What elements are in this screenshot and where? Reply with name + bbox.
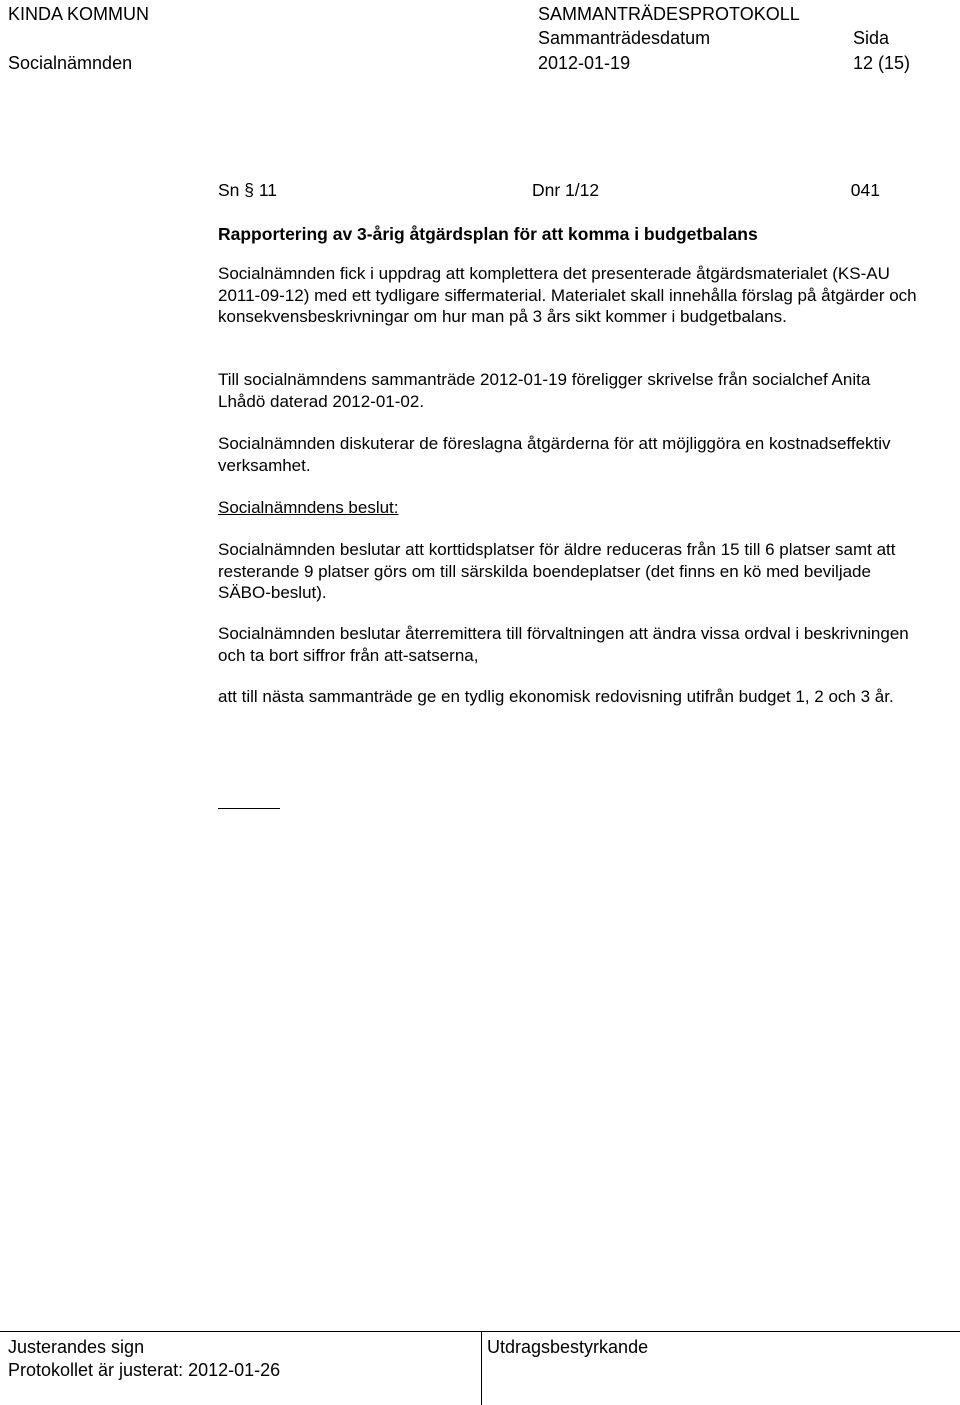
diary-number: Dnr 1/12	[532, 180, 600, 200]
section-title: Rapportering av 3-årig åtgärdsplan för att komma i budgetbalans	[218, 224, 758, 244]
extract-label: Utdragsbestyrkande	[487, 1337, 649, 1357]
end-rule	[218, 808, 280, 809]
page-label: Sida	[853, 28, 890, 48]
committee-name: Socialnämnden	[8, 53, 133, 73]
paragraph-background: Socialnämnden fick i uppdrag att komplettera det presenterade åtgärdsmaterialet (KS-AU 2011-09-12) med ett tydligare siffermaterial. Materialet skall innehålla förslag på åtgärder och konsekvensbeskrivningar om hur man på 3 års sikt kommer i budgetbalans.	[218, 264, 917, 326]
decision-paragraph-2: Socialnämnden beslutar återremittera till förvaltningen att ändra vissa ordval i beskrivningen och ta bort siffror från att-satserna,	[218, 624, 909, 665]
meeting-date: 2012-01-19	[538, 53, 631, 73]
adjusted-date: Protokollet är justerat: 2012-01-26	[8, 1360, 281, 1380]
page-number: 12 (15)	[853, 53, 911, 73]
archive-code: 041	[850, 180, 880, 200]
decision-heading: Socialnämndens beslut:	[218, 498, 399, 517]
footer-divider	[481, 1332, 482, 1405]
org-name: KINDA KOMMUN	[8, 4, 150, 24]
paragraph-report: Till socialnämndens sammanträde 2012-01-19 föreligger skrivelse från socialchef Anita Lhådö daterad 2012-01-02.	[218, 370, 871, 411]
section-number: Sn § 11	[218, 180, 278, 200]
paragraph-discussion: Socialnämnden diskuterar de föreslagna åtgärderna för att möjliggöra en kostnadseffektiv verksamhet.	[218, 434, 891, 475]
sign-label: Justerandes sign	[8, 1337, 145, 1357]
case-reference-line	[218, 180, 880, 202]
document-type: SAMMANTRÄDESPROTOKOLL	[538, 4, 800, 24]
decision-paragraph-1: Socialnämnden beslutar att korttidsplatser för äldre reduceras från 15 till 6 platser samt att resterande 9 platser görs om till särskilda boendeplatser (det finns en kö med beviljade SÄBO-beslut).	[218, 540, 896, 602]
signature-footer	[0, 1331, 960, 1405]
meeting-date-label: Sammanträdesdatum	[538, 28, 711, 48]
decision-paragraph-3: att till nästa sammanträde ge en tydlig ekonomisk redovisning utifrån budget 1, 2 och 3 år.	[218, 687, 894, 706]
